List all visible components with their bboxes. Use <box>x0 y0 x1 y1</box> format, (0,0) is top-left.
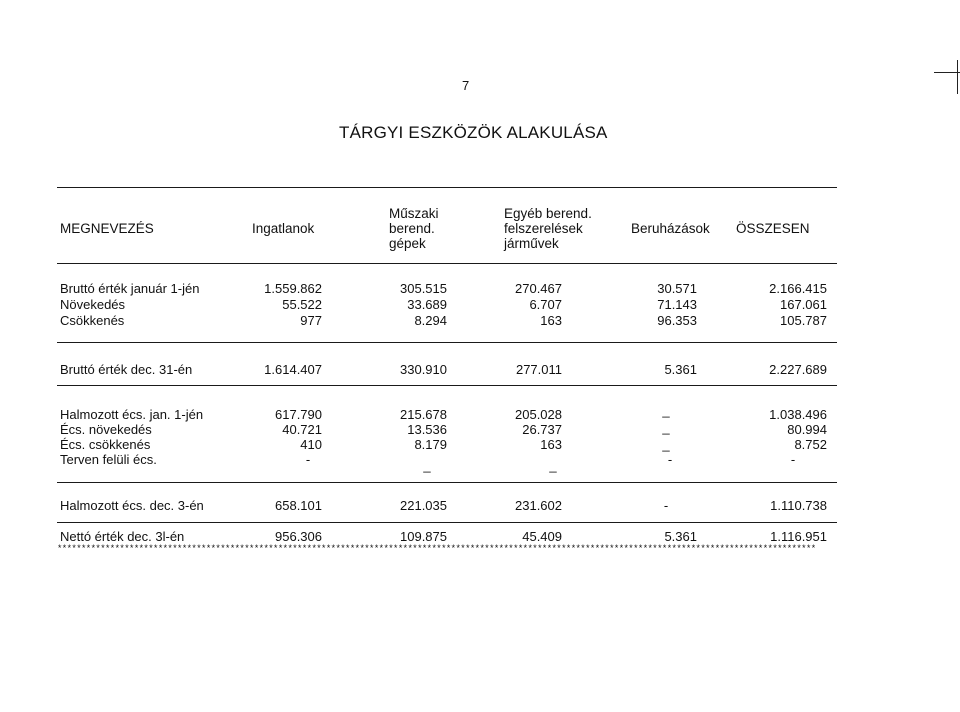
value-ingatlanok: 956.306 <box>275 529 322 544</box>
corner-mark-vertical <box>957 60 958 94</box>
value-egyeb: 163 <box>540 437 562 452</box>
value-egyeb: 26.737 <box>522 422 562 437</box>
value-beruhazasok: 96.353 <box>657 313 697 328</box>
header-ingatlanok: Ingatlanok <box>252 221 315 236</box>
value-egyeb: 205.028 <box>515 407 562 422</box>
value-ingatlanok: 977 <box>300 313 322 328</box>
row-label: Csökkenés <box>60 313 125 328</box>
value-ingatlanok: 40.721 <box>282 422 322 437</box>
rule-before-net-dec31 <box>57 522 837 523</box>
value-ingatlanok: 658.101 <box>275 498 322 513</box>
value-osszesen: 167.061 <box>780 297 827 312</box>
value-muszaki: _ <box>423 458 431 473</box>
value-egyeb: 6.707 <box>529 297 562 312</box>
value-osszesen: - <box>790 452 796 467</box>
value-ingatlanok: - <box>305 452 311 467</box>
value-beruhazasok: - <box>663 498 669 513</box>
value-beruhazasok: - <box>667 452 673 467</box>
header-egyeb-line3: járművek <box>504 236 559 251</box>
value-osszesen: 8.752 <box>794 437 827 452</box>
value-ingatlanok: 55.522 <box>282 297 322 312</box>
row-label: Nettó érték dec. 3l-én <box>60 529 185 544</box>
value-beruhazasok: _ <box>662 403 670 418</box>
row-label: Halmozott écs. dec. 3-én <box>60 498 204 513</box>
value-ingatlanok: 617.790 <box>275 407 322 422</box>
row-label: Bruttó érték január 1-jén <box>60 281 200 296</box>
row-label: Halmozott écs. jan. 1-jén <box>60 407 204 422</box>
row-label: Növekedés <box>60 297 126 312</box>
value-beruhazasok: 71.143 <box>657 297 697 312</box>
row-label: Écs. növekedés <box>60 422 152 437</box>
value-egyeb: 270.467 <box>515 281 562 296</box>
value-beruhazasok: _ <box>662 437 670 452</box>
value-osszesen: 105.787 <box>780 313 827 328</box>
row-label: Bruttó érték dec. 31-én <box>60 362 193 377</box>
value-osszesen: 2.227.689 <box>769 362 827 377</box>
value-muszaki: 305.515 <box>400 281 447 296</box>
value-egyeb: _ <box>549 458 557 473</box>
value-osszesen: 1.116.951 <box>770 529 827 544</box>
row-label: Terven felüli écs. <box>60 452 157 467</box>
value-ingatlanok: 410 <box>300 437 322 452</box>
header-muszaki-line1: Műszaki <box>389 206 439 221</box>
value-muszaki: 8.179 <box>414 437 447 452</box>
value-muszaki: 33.689 <box>407 297 447 312</box>
value-muszaki: 330.910 <box>400 362 447 377</box>
value-osszesen: 1.038.496 <box>769 407 827 422</box>
value-ingatlanok: 1.559.862 <box>264 281 322 296</box>
value-egyeb: 163 <box>540 313 562 328</box>
value-muszaki: 109.875 <box>400 529 447 544</box>
header-egyeb-line2: felszerelések <box>504 221 583 236</box>
value-muszaki: 8.294 <box>414 313 447 328</box>
header-beruhazasok: Beruházások <box>631 221 710 236</box>
value-beruhazasok: 5.361 <box>664 362 697 377</box>
value-muszaki: 221.035 <box>400 498 447 513</box>
page-number: 7 <box>462 78 470 93</box>
header-name: MEGNEVEZÉS <box>60 221 154 236</box>
value-muszaki: 215.678 <box>400 407 447 422</box>
value-egyeb: 231.602 <box>515 498 562 513</box>
row-label: Écs. csökkenés <box>60 437 151 452</box>
table-top-rule <box>57 187 837 188</box>
header-osszesen: ÖSSZESEN <box>736 221 810 236</box>
value-egyeb: 277.011 <box>515 362 562 377</box>
value-beruhazasok: 30.571 <box>657 281 697 296</box>
value-beruhazasok: 5.361 <box>664 529 697 544</box>
footer-asterisk-line: ************************************************************************************************************************************************************** <box>57 544 816 554</box>
document-title: TÁRGYI ESZKÖZÖK ALAKULÁSA <box>339 123 608 142</box>
rule-before-accum-dec31 <box>57 482 837 483</box>
value-muszaki: 13.536 <box>407 422 447 437</box>
rule-after-gross-dec31 <box>57 385 837 386</box>
header-bottom-rule <box>57 263 837 264</box>
value-ingatlanok: 1.614.407 <box>264 362 322 377</box>
header-egyeb-line1: Egyéb berend. <box>504 206 592 221</box>
value-osszesen: 2.166.415 <box>769 281 827 296</box>
value-osszesen: 80.994 <box>787 422 827 437</box>
rule-before-gross-dec31 <box>57 342 837 343</box>
header-muszaki-line2: berend. <box>389 221 435 236</box>
value-osszesen: 1.110.738 <box>770 498 827 513</box>
value-beruhazasok: _ <box>662 420 670 435</box>
value-egyeb: 45.409 <box>522 529 562 544</box>
header-muszaki-line3: gépek <box>389 236 426 251</box>
